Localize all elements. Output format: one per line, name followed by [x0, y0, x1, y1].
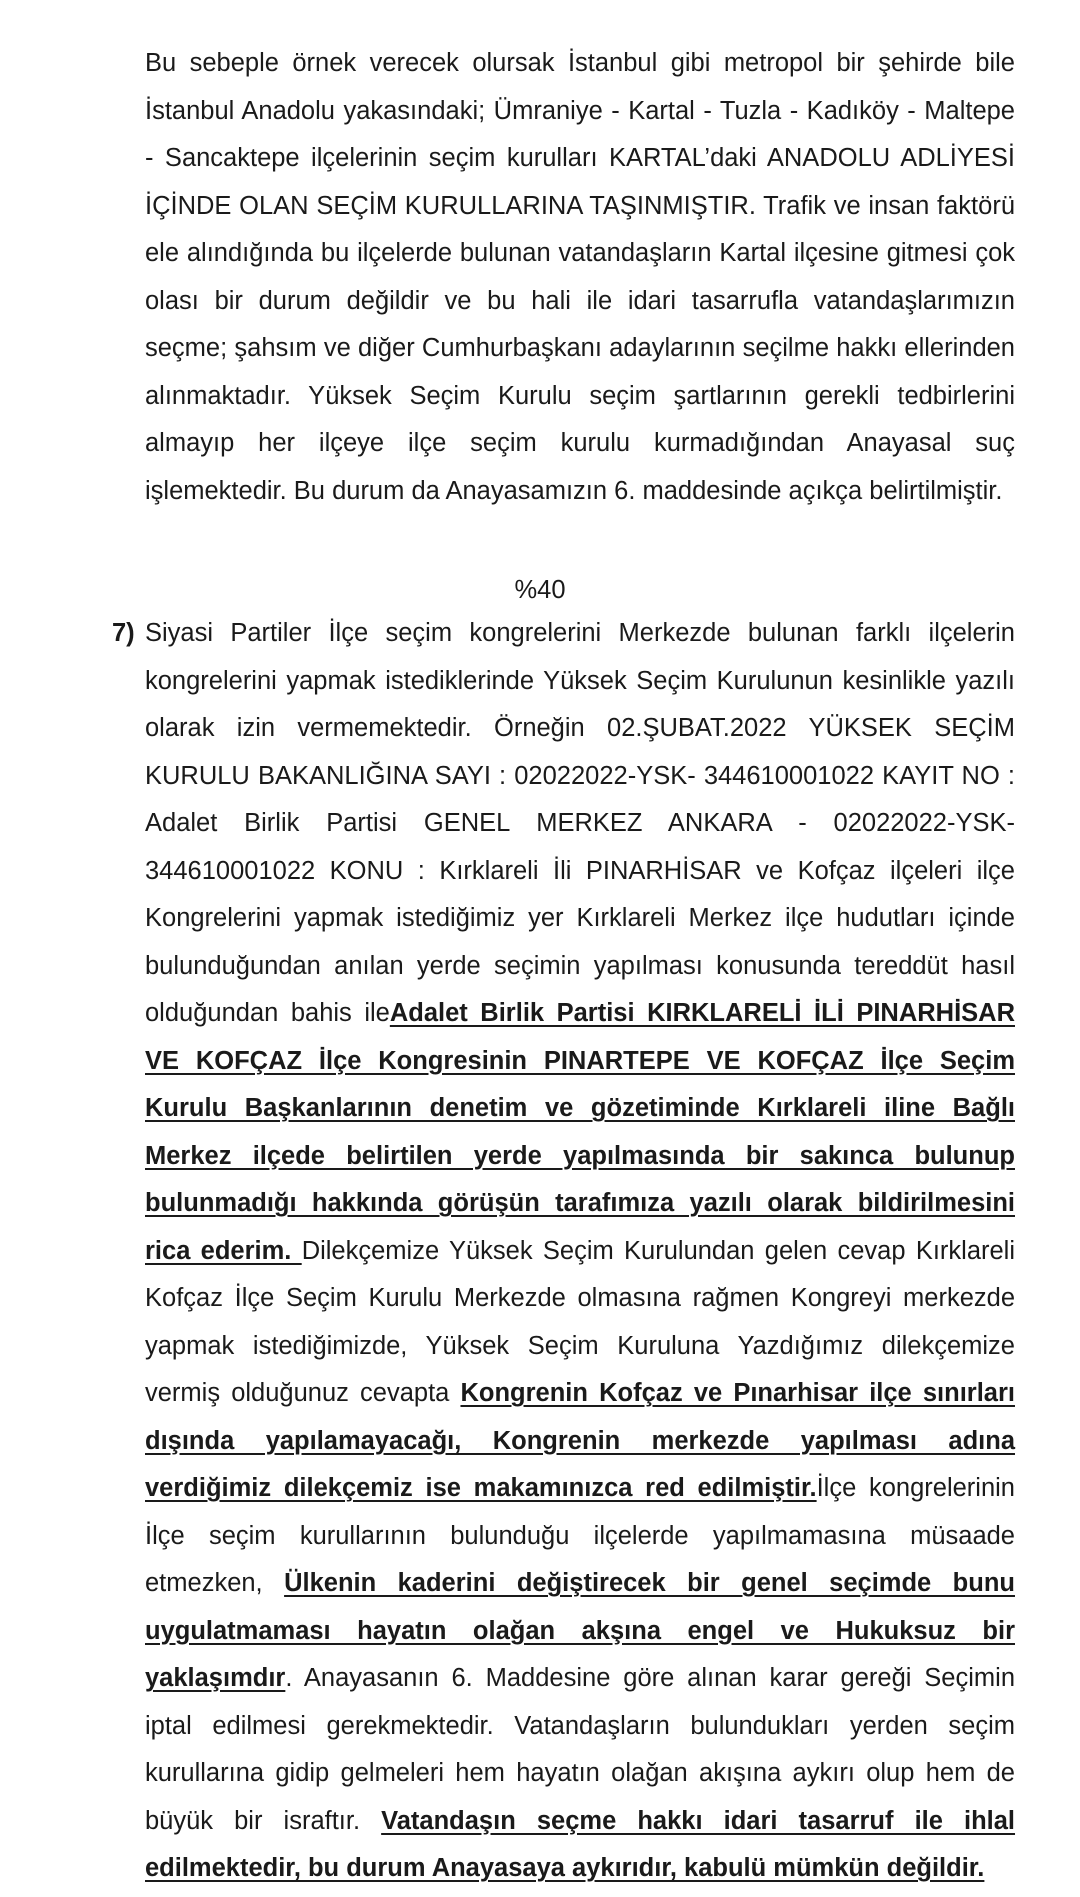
- percent-label: %40: [514, 576, 566, 604]
- item-number-7: 7): [112, 619, 135, 647]
- item-7-bold-a: Adalet Birlik Partisi KIRKLARELİ İLİ PINARHİSAR VE KOFÇAZ İlçe Kongresinin PINARTEPE VE KOFÇAZ İlçe Seçim Kurulu Başkanlarının denetim ve gözetiminde Kırklareli iline Bağlı Merkez ilçede belirtilen yerde yapılmasında bir sakınca bulunup bulunmadığı hakkında görüşün tarafımıza yazılı olarak bildirilmesini rica ederim.: [145, 999, 1015, 1265]
- item-7-text-d: . Anayasanın 6. Maddesine göre alınan karar gereği Seçimin iptal edilmesi gerekmektedir. Vatandaşların bulundukları yerden seçim kurullarına gidip gelmeleri hem hayatın olağan akışına aykırı olup hem de büyük bir israftır.: [145, 1664, 1015, 1835]
- item-7-bold-b: Kongrenin Kofçaz ve Pınarhisar ilçe sınırları dışında yapılamayacağı, Kongrenin merkezde yapılması adına verdiğimiz dilekçemiz ise makamınızca red edilmiştir.: [145, 1379, 1015, 1502]
- item-7-text-a: Siyasi Partiler İlçe seçim kongrelerini Merkezde bulunan farklı ilçelerin kongrelerini yapmak istediklerinde Yüksek Seçim Kurulunun kesinlikle yazılı olarak izin vermemektedir. Örneğin 02.ŞUBAT.2022 YÜKSEK SEÇİM KURULU BAKANLIĞINA SAYI : 02022022-YSK- 344610001022 KAYIT NO : Adalet Birlik Partisi GENEL MERKEZ ANKARA - 02022022-YSK-344610001022 KONU : Kırklareli İli PINARHİSAR ve Kofçaz ilçeleri ilçe Kongrelerini yapmak istediğimiz yer Kırklareli Merkez ilçe hudutları içinde bulunduğundan anılan yerde seçimin yapılması konusunda tereddüt hasıl olduğundan bahis ile: [145, 619, 1015, 1027]
- item-7-bold-d: Vatandaşın seçme hakkı idari tasarruf ile ihlal edilmektedir, bu durum Anayasaya aykırıdır, kabulü mümkün değildir.: [145, 1806, 1016, 1882]
- item-7-bold-c: Ülkenin kaderini değiştirecek bir genel seçimde bunu uygulatmaması hayatın olağan akşına engel ve Hukuksuz bir yaklaşımdır: [145, 1569, 1015, 1692]
- item-7-text-b: Dilekçemize Yüksek Seçim Kurulundan gelen cevap Kırklareli Kofçaz İlçe Seçim Kurulu Merkezde olmasına rağmen Kongreyi merkezde yapmak istediğimizde, Yüksek Seçim Kuruluna Yazdığımız dilekçemize vermiş olduğunuz cevapta: [145, 1236, 1016, 1407]
- paragraph-istanbul: Bu sebeple örnek verecek olursak İstanbul gibi metropol bir şehirde bile İstanbul Anadolu yakasındaki; Ümraniye - Kartal - Tuzla - Kadıköy - Maltepe - Sancaktepe ilçelerinin seçim kurulları KARTAL’daki ANADOLU ADLİYESİ İÇİNDE OLAN SEÇİM KURULLARINA TAŞINMIŞTIR. Trafik ve insan faktörü ele alındığında bu ilçelerde bulunan vatandaşların Kartal ilçesine gitmesi çok olası bir durum değildir ve bu hali ile idari tasarrufla vatandaşlarımızın seçme; şahsım ve diğer Cumhurbaşkanı adaylarının seçilme hakkı ellerinden alınmaktadır. Yüksek Seçim Kurulu seçim şartlarının gerekli tedbirlerini almayıp her ilçeye ilçe seçim kurulu kurmadığından Anayasal suç işlemektedir. Bu durum da Anayasamızın 6. maddesinde açıkça belirtilmiştir.: [145, 49, 1015, 505]
- item-7-paragraph: [145, 610, 1015, 1893]
- item-7-text-c: İlçe kongrelerinin İlçe seçim kurullarının bulunduğu ilçelerde yapılmamasına müsaade etmezken,: [145, 1474, 1015, 1597]
